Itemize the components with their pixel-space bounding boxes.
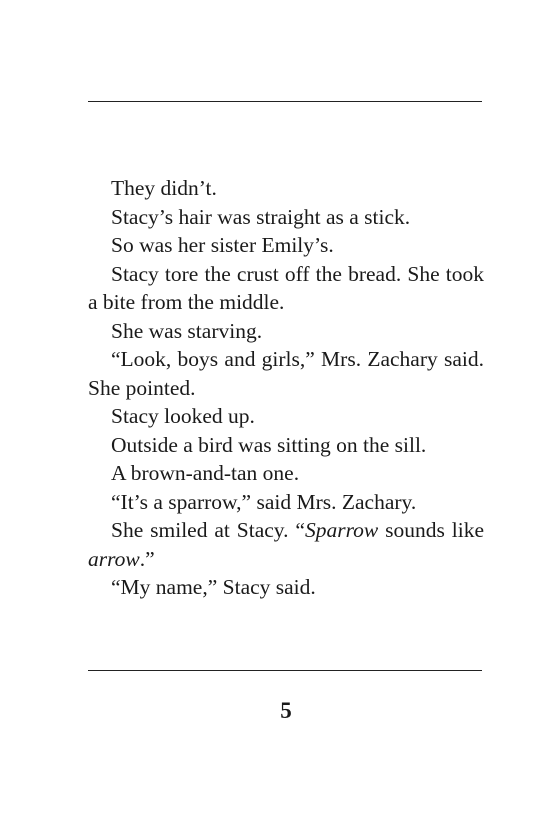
- italic-word: Sparrow: [304, 518, 379, 542]
- page-number: 5: [280, 698, 292, 723]
- paragraph: Stacy’s hair was straight as a stick.: [111, 204, 411, 229]
- paragraph: So was her sister Emily’s.: [111, 233, 334, 257]
- italic-word: arrow: [88, 546, 140, 571]
- paragraph: They didn’t.: [111, 176, 217, 200]
- paragraph: Stacy looked up.: [111, 404, 255, 428]
- top-rule: [88, 101, 482, 102]
- text-run: .”: [139, 546, 155, 571]
- bottom-rule: [88, 670, 482, 671]
- paragraph: Outside a bird was sitting on the sill.: [111, 432, 427, 457]
- paragraph-with-italics: [88, 516, 484, 573]
- text-run: sounds like: [378, 518, 484, 542]
- paragraph: “It’s a sparrow,” said Mrs. Zachary.: [111, 489, 417, 514]
- paragraph: “My name,” Stacy said.: [111, 575, 316, 599]
- paragraph: “Look, boys and girls,” Mrs. Zachary said. She pointed.: [88, 347, 484, 400]
- paragraph: Stacy tore the crust off the bread. She took a bite from the middle.: [88, 261, 484, 314]
- text-run: She smiled at Stacy. “: [111, 518, 305, 542]
- paragraph: She was starving.: [111, 318, 263, 343]
- paragraph: A brown-and-tan one.: [111, 461, 300, 485]
- body-text: [88, 174, 484, 602]
